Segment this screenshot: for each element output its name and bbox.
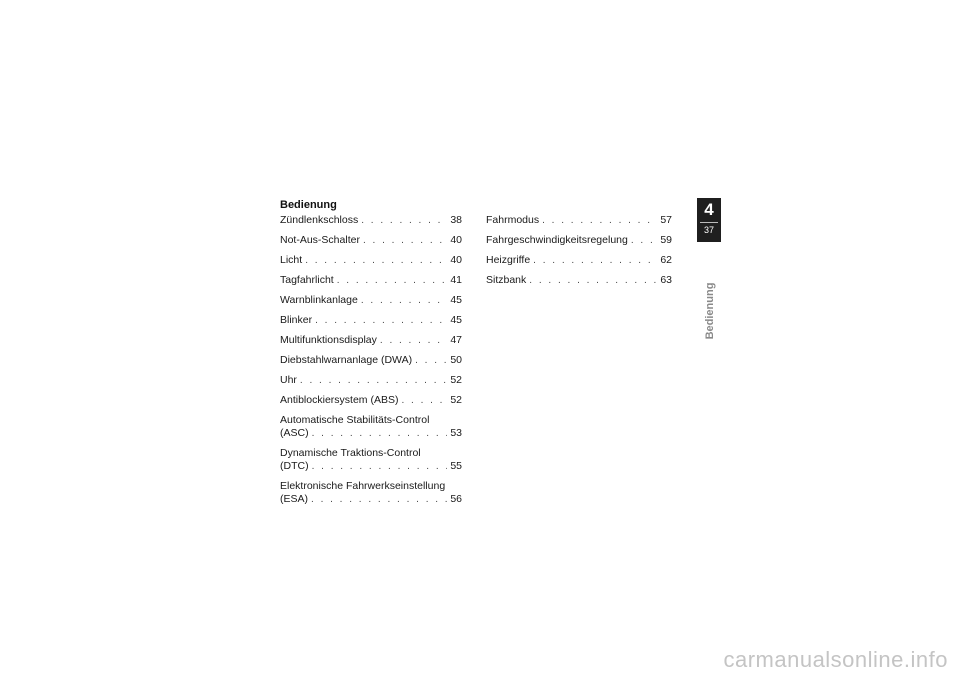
toc-entry-fahrgeschwindigkeitsregelung[interactable] <box>486 234 672 247</box>
leader-dots <box>312 427 448 440</box>
leader-dots <box>300 374 447 387</box>
toc-entry-label: Multifunktionsdisplay <box>280 334 377 346</box>
leader-dots <box>529 274 657 287</box>
toc-entry-label: Not-Aus-Schalter <box>280 234 360 246</box>
toc-entry-label: Zündlenkschloss <box>280 214 359 226</box>
toc-entry-label: Uhr <box>280 374 297 386</box>
toc-entry-label: Fahrgeschwindigkeitsregelung <box>486 234 628 246</box>
toc-entry-fahrmodus[interactable] <box>486 214 672 227</box>
toc-entry-page: 50 <box>450 354 462 366</box>
toc-entry-page: 45 <box>450 314 462 326</box>
toc-entry-page: 47 <box>450 334 462 346</box>
toc-entry-label-line1: Elektronische Fahrwerkseinstellung <box>280 480 446 492</box>
leader-dots <box>312 460 448 473</box>
toc-entry-zuendlenkschloss[interactable] <box>280 214 462 227</box>
leader-dots <box>361 214 447 227</box>
toc-entry-uhr[interactable] <box>280 374 462 387</box>
toc-entry-page: 56 <box>450 493 462 505</box>
toc-entry-multifunktionsdisplay[interactable] <box>280 334 462 347</box>
page-number: 37 <box>700 222 718 237</box>
toc-right-column <box>486 214 672 294</box>
toc-entry-page: 52 <box>450 374 462 386</box>
toc-entry-label: (ESA) <box>280 493 309 505</box>
watermark-text: carmanualsonline.info <box>723 647 948 672</box>
leader-dots <box>363 234 447 247</box>
toc-entry-label: (DTC) <box>280 460 309 472</box>
toc-entry-page: 40 <box>450 254 462 266</box>
chapter-tab <box>697 198 721 242</box>
chapter-side-label <box>703 276 717 346</box>
leader-dots <box>337 274 448 287</box>
toc-entry-asc[interactable] <box>280 414 462 440</box>
toc-entry-label: Tagfahrlicht <box>280 274 334 286</box>
toc-entry-page: 52 <box>450 394 462 406</box>
toc-entry-abs[interactable] <box>280 394 462 407</box>
section-title: Bedienung <box>280 199 337 211</box>
toc-entry-blinker[interactable] <box>280 314 462 327</box>
toc-entry-warnblinkanlage[interactable] <box>280 294 462 307</box>
leader-dots <box>542 214 657 227</box>
leader-dots <box>315 314 447 327</box>
toc-entry-page: 40 <box>450 234 462 246</box>
toc-entry-page: 63 <box>660 274 672 286</box>
toc-entry-page: 41 <box>450 274 462 286</box>
toc-entry-tagfahrlicht[interactable] <box>280 274 462 287</box>
leader-dots <box>361 294 447 307</box>
toc-entry-label: Heizgriffe <box>486 254 531 266</box>
toc-entry-dtc[interactable] <box>280 447 462 473</box>
leader-dots <box>380 334 447 347</box>
leader-dots <box>415 354 447 367</box>
toc-entry-not-aus-schalter[interactable] <box>280 234 462 247</box>
toc-entry-label: Fahrmodus <box>486 214 540 226</box>
toc-entry-page: 62 <box>660 254 672 266</box>
toc-entry-label: Licht <box>280 254 303 266</box>
toc-entry-label: Antiblockiersystem (ABS) <box>280 394 399 406</box>
toc-entry-esa[interactable] <box>280 480 462 506</box>
toc-left-column <box>280 214 462 513</box>
toc-entry-label: Diebstahlwarnanlage (DWA) <box>280 354 413 366</box>
toc-entry-heizgriffe[interactable] <box>486 254 672 267</box>
toc-entry-licht[interactable] <box>280 254 462 267</box>
toc-entry-page: 57 <box>660 214 672 226</box>
leader-dots <box>401 394 447 407</box>
toc-entry-sitzbank[interactable] <box>486 274 672 287</box>
leader-dots <box>631 234 657 247</box>
toc-entry-page: 59 <box>660 234 672 246</box>
chapter-side-label-text: Bedienung <box>704 282 716 340</box>
chapter-number: 4 <box>704 200 714 219</box>
toc-entry-page: 38 <box>450 214 462 226</box>
toc-entry-label-line1: Dynamische Traktions-Control <box>280 447 421 459</box>
toc-entry-diebstahlwarnanlage[interactable] <box>280 354 462 367</box>
toc-entry-label: Blinker <box>280 314 313 326</box>
toc-entry-page: 53 <box>450 427 462 439</box>
toc-entry-label: Warnblinkanlage <box>280 294 358 306</box>
leader-dots <box>305 254 447 267</box>
toc-entry-label: (ASC) <box>280 427 309 439</box>
toc-entry-label-line1: Automatische Stabilitäts-Control <box>280 414 430 426</box>
leader-dots <box>533 254 657 267</box>
toc-entry-label: Sitzbank <box>486 274 527 286</box>
toc-entry-page: 55 <box>450 460 462 472</box>
toc-entry-page: 45 <box>450 294 462 306</box>
leader-dots <box>311 493 447 506</box>
